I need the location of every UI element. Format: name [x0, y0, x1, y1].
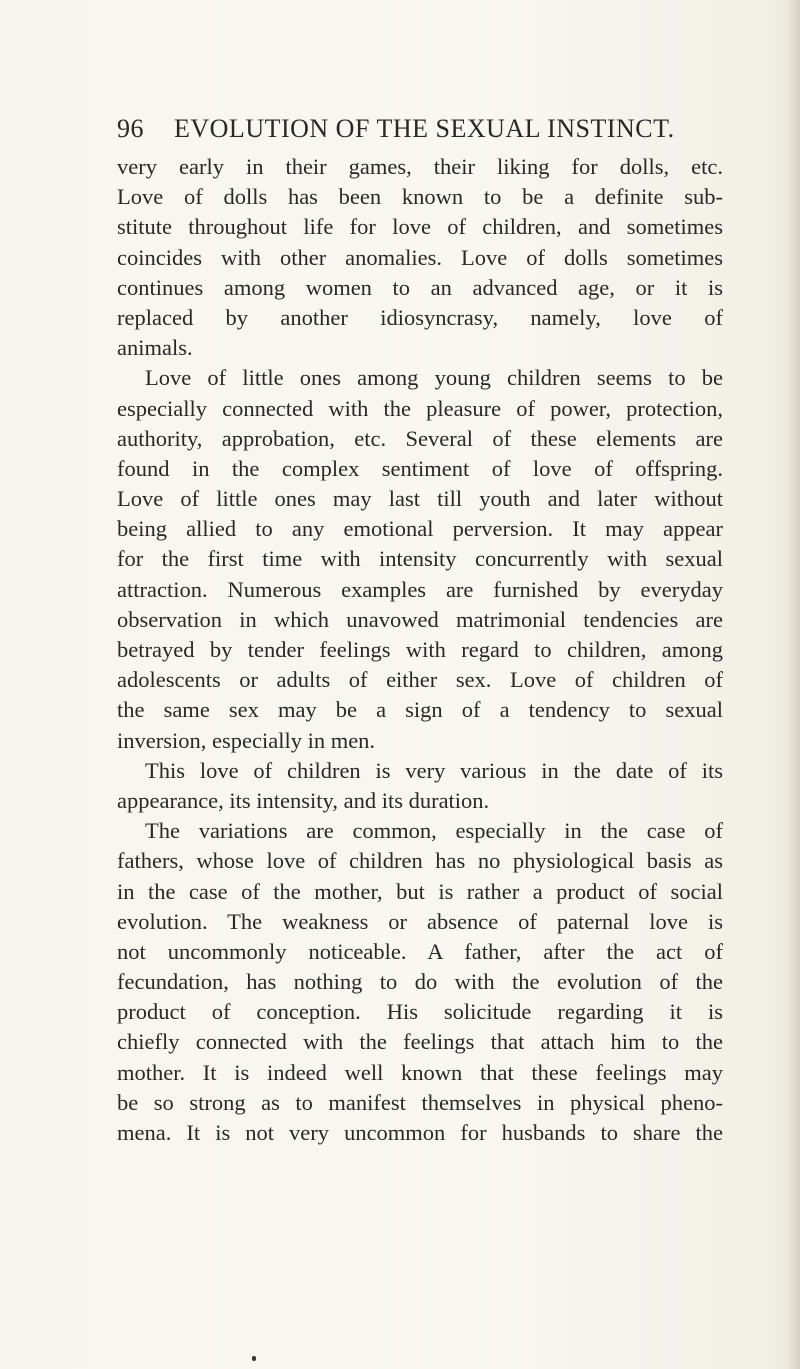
text-line: fecundation, has nothing to do with the evolution of the — [117, 969, 723, 995]
text-line: adolescents or adults of either sex. Love of children of — [117, 667, 723, 693]
text-line: evolution. The weakness or absence of paternal love is — [117, 908, 723, 934]
text-line: the same sex may be a sign of a tendency to sexual — [117, 697, 723, 723]
text-line: betrayed by tender feelings with regard to children, among — [117, 637, 723, 662]
text-line: be so strong as to manifest themselves in physical pheno- — [117, 1089, 723, 1115]
text-line: stitute throughout life for love of children, and sometimes — [117, 214, 723, 240]
text-line: appearance, its intensity, and its duration. — [117, 787, 490, 813]
ink-speck — [252, 1356, 256, 1361]
text-line: authority, approbation, etc. Several of these elements are — [117, 425, 723, 451]
running-title: EVOLUTION OF THE SEXUAL INSTINCT. — [174, 114, 675, 143]
text-line: in the case of the mother, but is rather a product of social — [117, 878, 723, 904]
page-edge-shadow — [786, 0, 800, 1369]
text-line: continues among women to an advanced age, or it is — [117, 274, 723, 300]
text-line: The variations are common, especially in the case of — [145, 818, 723, 844]
text-line: inversion, especially in men. — [117, 727, 376, 753]
text-line: especially connected with the pleasure of power, protection, — [117, 395, 723, 421]
text-line: for the first time with intensity concurrently with sexual — [117, 546, 723, 572]
text-line: mother. It is indeed well known that these feelings may — [117, 1059, 723, 1085]
text-line: observation in which unavowed matrimonial tendencies are — [117, 606, 723, 632]
text-line: found in the complex sentiment of love of offspring. — [117, 455, 723, 481]
text-line: fathers, whose love of children has no physiological basis as — [117, 848, 723, 874]
text-line: product of conception. His solicitude regarding it is — [117, 999, 723, 1025]
page-number: 96 — [117, 114, 144, 143]
body-text — [117, 152, 723, 1148]
text-line: mena. It is not very uncommon for husbands to share the — [117, 1120, 723, 1145]
text-line: Love of dolls has been known to be a definite sub- — [117, 184, 723, 210]
text-line: This love of children is very various in the date of its — [145, 757, 723, 783]
text-line: replaced by another idiosyncrasy, namely, love of — [117, 304, 723, 330]
text-line: attraction. Numerous examples are furnished by everyday — [117, 576, 723, 602]
text-line: Love of little ones among young children seems to be — [145, 365, 723, 391]
text-line: Love of little ones may last till youth and later without — [117, 486, 723, 512]
text-line: coincides with other anomalies. Love of dolls sometimes — [117, 244, 723, 270]
running-header — [117, 114, 717, 154]
text-line: animals. — [117, 335, 193, 361]
text-line: not uncommonly noticeable. A father, after the act of — [117, 938, 723, 964]
text-line: chiefly connected with the feelings that attach him to the — [117, 1029, 723, 1055]
text-line: being allied to any emotional perversion. It may appear — [117, 516, 723, 542]
text-line: very early in their games, their liking for dolls, etc. — [117, 154, 723, 179]
